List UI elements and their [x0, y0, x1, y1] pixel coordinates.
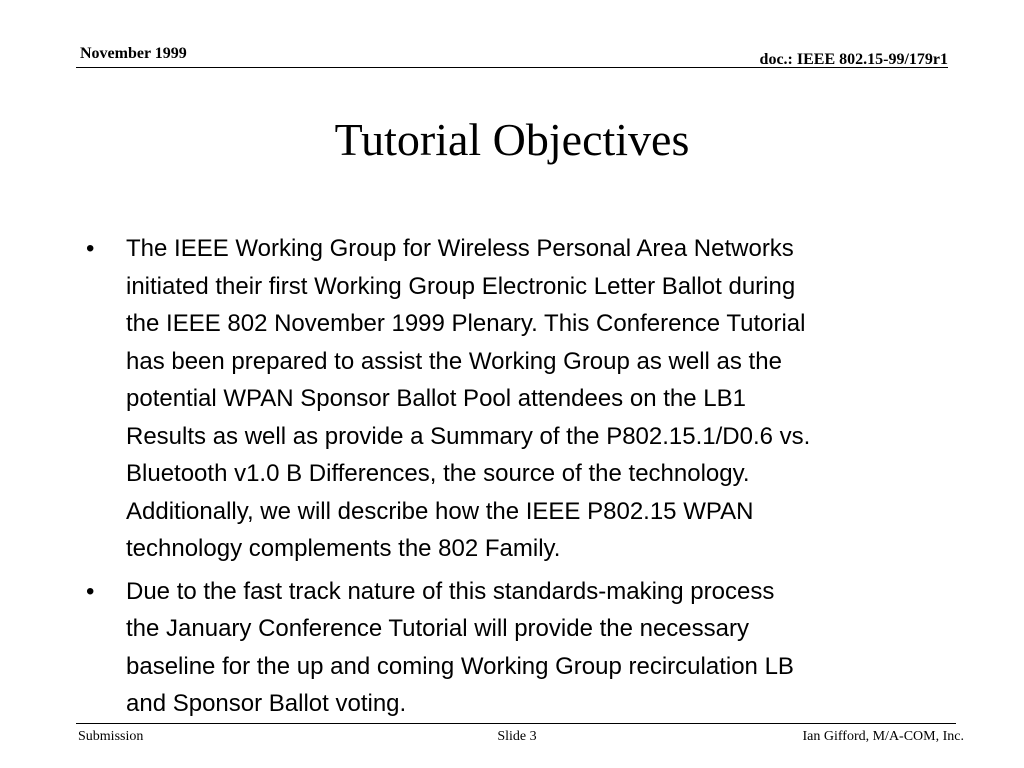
- bullet-icon: •: [86, 235, 95, 262]
- bullet-2-line: Due to the fast track nature of this standards-making process: [126, 577, 775, 605]
- slide-number: Slide 3: [497, 729, 537, 744]
- bullet-2-line: and Sponsor Ballot voting.: [126, 690, 407, 717]
- slide-title: Tutorial Objectives: [334, 114, 690, 165]
- bullet-1-line: the IEEE 802 November 1999 Plenary. This Conference Tutorial: [126, 310, 806, 337]
- bullet-1-line: initiated their first Working Group Electronic Letter Ballot during: [126, 272, 796, 300]
- bullet-text-1: [126, 230, 966, 568]
- header-divider: [76, 67, 948, 68]
- bullet-1-line: Bluetooth v1.0 B Differences, the source of the technology.: [126, 460, 750, 487]
- document-id: doc.: IEEE 802.15-99/179r1: [759, 51, 948, 68]
- footer-author: Ian Gifford, M/A-COM, Inc.: [802, 729, 964, 744]
- bullet-1-line: Results as well as provide a Summary of the P802.15.1/D0.6 vs.: [126, 422, 811, 450]
- bullet-icon: •: [86, 577, 95, 605]
- header-date: November 1999: [80, 45, 187, 62]
- footer-divider: [76, 723, 956, 724]
- bullet-list: [86, 230, 966, 728]
- bullet-item-1: [86, 230, 966, 568]
- bullet-1-line: The IEEE Working Group for Wireless Personal Area Networks: [126, 235, 794, 262]
- bullet-1-line: Additionally, we will describe how the IEEE P802.15 WPAN: [126, 497, 754, 525]
- bullet-2-line: the January Conference Tutorial will provide the necessary: [126, 615, 749, 642]
- bullet-2-line: baseline for the up and coming Working Group recirculation LB: [126, 652, 794, 680]
- bullet-item-2: [86, 573, 966, 723]
- bullet-text-2: [126, 573, 966, 723]
- bullet-1-line: potential WPAN Sponsor Ballot Pool attendees on the LB1: [126, 385, 746, 412]
- footer-submission: Submission: [78, 729, 144, 744]
- bullet-1-line: technology complements the 802 Family.: [126, 535, 561, 562]
- bullet-1-line: has been prepared to assist the Working Group as well as the: [126, 347, 782, 375]
